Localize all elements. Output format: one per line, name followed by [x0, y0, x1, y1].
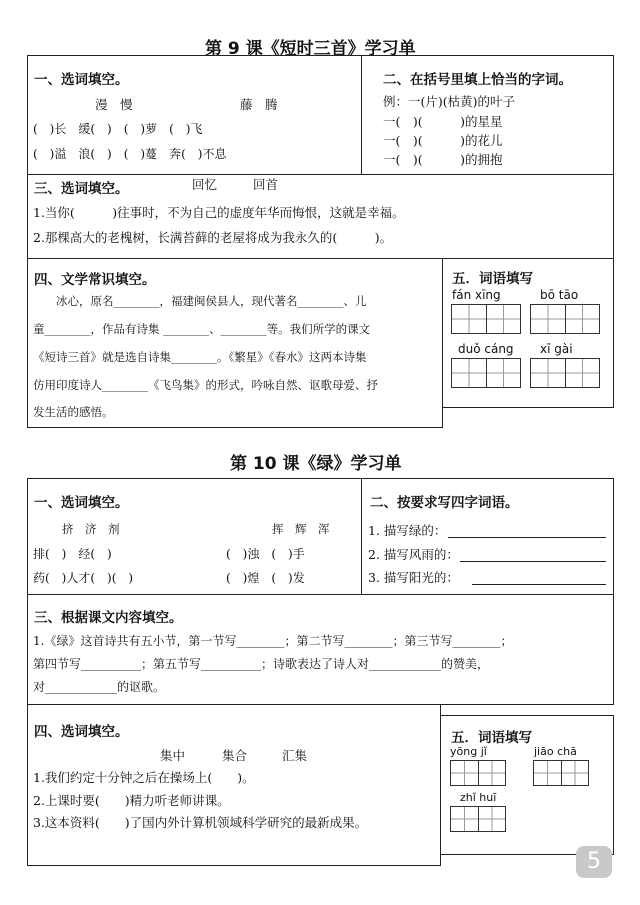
- l10-pinyin-2: jiāo chā: [534, 745, 577, 758]
- l9-s3-q1[interactable]: 1.当你( )往事时，不为自己的虚度年华而悔恨，这就是幸福。: [33, 205, 405, 220]
- l9-pinyin-4: xī gài: [540, 342, 573, 356]
- l10-s2-answer-line-1[interactable]: [448, 537, 606, 538]
- l9-s2-heading: 二、在括号里填上恰当的字词。: [383, 72, 572, 88]
- l9-pinyin-3: duǒ cáng: [458, 342, 514, 356]
- l10-s1-words-a: 挤 济 剂: [62, 522, 120, 536]
- l9-s3-q2[interactable]: 2.那棵高大的老槐树，长满苔藓的老屋将成为我永久的( )。: [33, 230, 393, 245]
- lesson9-title: 第 9 课《短时三首》学习单: [205, 39, 416, 59]
- l10-s4-word3: 汇集: [282, 748, 308, 763]
- l10-s2-q3: 3. 描写阳光的：: [368, 570, 459, 585]
- l9-pinyin-1: fán xīng: [452, 288, 501, 302]
- l10-writing-grid-1[interactable]: [450, 760, 506, 786]
- l10-s2-answer-line-2[interactable]: [460, 561, 606, 562]
- l9-s1-row2[interactable]: ( )溢 浪( ) ( )蔓 奔( )不息: [33, 147, 227, 161]
- l9-s4-p4[interactable]: 仿用印度诗人________《飞鸟集》的形式，吟咏自然、讴歌母爱、抒: [33, 378, 378, 392]
- lesson10-title: 第 10 课《绿》学习单: [230, 454, 402, 474]
- l10-s4-heading: 四、选词填空。: [34, 724, 129, 740]
- l9-s1-row1[interactable]: ( )长 缓( ) ( )萝 ( )飞: [33, 122, 203, 136]
- l9-s2-line2[interactable]: 一( )( )的花儿: [383, 133, 503, 148]
- l9-s2-example: 例：一(片)(枯黄)的叶子: [383, 94, 516, 109]
- l10-s1-row1a[interactable]: 排( ) 经( ): [33, 547, 112, 561]
- l9-s3-heading: 三、选词填空。: [34, 181, 129, 197]
- l9-writing-grid-3[interactable]: [451, 358, 521, 388]
- l9-writing-grid-4[interactable]: [530, 358, 600, 388]
- l10-writing-grid-3[interactable]: [450, 806, 506, 832]
- l10-writing-grid-2[interactable]: [533, 760, 589, 786]
- l10-s2-q1: 1. 描写绿的：: [368, 523, 447, 538]
- l10-s1-heading: 一、选词填空。: [34, 495, 129, 511]
- l9-s4-p3[interactable]: 《短诗三首》就是选自诗集________。《繁星》《春水》这两本诗集: [33, 350, 367, 364]
- l9-s4-p2[interactable]: 童________，作品有诗集 ________、________等。我们所学的课文: [33, 322, 371, 336]
- l10-s4-q1[interactable]: 1.我们约定十分钟之后在操场上( )。: [33, 770, 255, 785]
- l10-s4-q2[interactable]: 2.上课时要( )精力听老师讲课。: [33, 793, 230, 808]
- l10-s3-line3[interactable]: 对____________的讴歌。: [33, 680, 166, 694]
- l10-s3-line2[interactable]: 第四节写__________；第五节写__________；诗歌表达了诗人对____________的赞美，: [33, 657, 490, 671]
- l9-writing-grid-2[interactable]: [530, 304, 600, 334]
- l10-s4-q3[interactable]: 3.这本资料( )了国内外计算机领域科学研究的最新成果。: [33, 815, 368, 830]
- l10-s1-row1b[interactable]: ( )浊 ( )手: [226, 547, 305, 561]
- l9-s4-heading: 四、文学常识填空。: [34, 272, 156, 288]
- l10-s3-line1[interactable]: 1.《绿》这首诗共有五小节，第一节写________；第二节写________；第三节写________；: [33, 634, 513, 648]
- l10-s1-words-b: 挥 辉 浑: [272, 522, 330, 536]
- l10-s4-word2: 集合: [222, 748, 248, 763]
- page-number-badge: 5: [576, 846, 612, 878]
- l9-s5-heading: 五．词语填写: [452, 271, 533, 287]
- l10-pinyin-1: yōng jǐ: [450, 745, 487, 758]
- l9-pinyin-2: bō tāo: [540, 288, 579, 302]
- l10-s2-q2: 2. 描写风雨的：: [368, 547, 459, 562]
- l9-s2-line1[interactable]: 一( )( )的星星: [383, 114, 503, 129]
- l9-s1-heading: 一、选词填空。: [34, 72, 129, 88]
- l10-s2-heading: 二、按要求写四字词语。: [370, 495, 519, 511]
- l9-s2-line3[interactable]: 一( )( )的拥抱: [383, 152, 503, 167]
- l9-s1-words-b: 藤 腾: [240, 97, 278, 112]
- l10-s3-heading: 三、根据课文内容填空。: [34, 610, 183, 626]
- l9-s4-p1[interactable]: 冰心，原名________，福建闽侯县人，现代著名________、儿: [33, 294, 367, 308]
- l10-s1-row2a[interactable]: 药( )人才( )( ): [33, 571, 134, 585]
- l9-s3-word2: 回首: [253, 177, 279, 192]
- l9-s4-p5: 发生活的感悟。: [33, 405, 114, 419]
- l10-pinyin-3: zhǐ huī: [460, 791, 497, 804]
- l9-s3-word1: 回忆: [192, 177, 218, 192]
- l10-s5-heading: 五．词语填写: [451, 730, 532, 746]
- l9-s1-words-a: 漫 慢: [95, 97, 133, 112]
- l10-s1-row2b[interactable]: ( )煌 ( )发: [226, 571, 305, 585]
- l10-s4-word1: 集中: [160, 748, 186, 763]
- l10-s2-answer-line-3[interactable]: [472, 584, 606, 585]
- l9-writing-grid-1[interactable]: [451, 304, 521, 334]
